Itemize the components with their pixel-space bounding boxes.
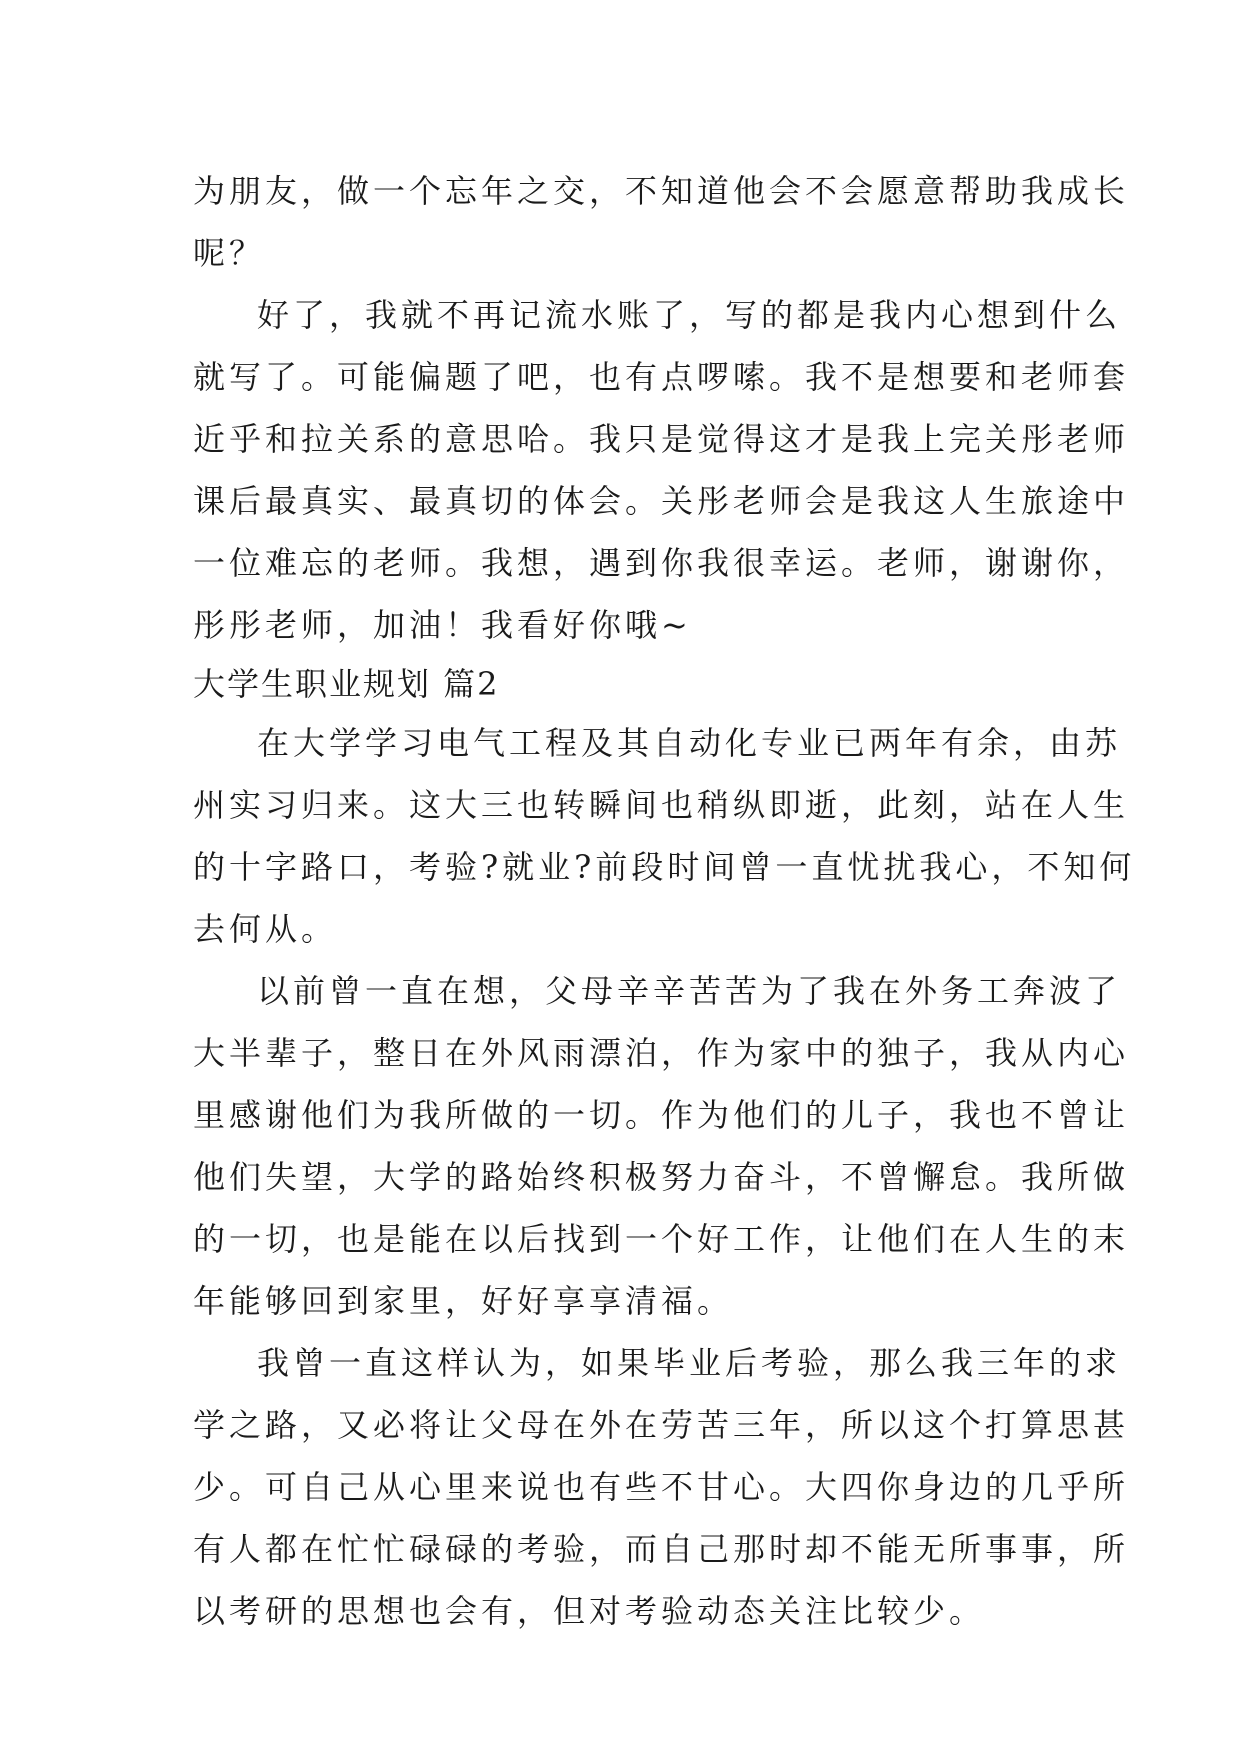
text-line: 为朋友，做一个忘年之交，不知道他会不会愿意帮助我成长 — [193, 172, 1130, 210]
text-line: 的十字路口，考验?就业?前段时间曾一直忧扰我心，不知何 — [193, 848, 1136, 886]
text-line: 就写了。可能偏题了吧，也有点啰嗦。我不是想要和老师套 — [193, 358, 1130, 396]
text-line: 彤彤老师，加油！我看好你哦~ — [193, 606, 692, 644]
paragraph — [193, 284, 1130, 656]
text-line: 近乎和拉关系的意思哈。我只是觉得这才是我上完关彤老师 — [193, 420, 1130, 458]
text-line: 有人都在忙忙碌碌的考验，而自己那时却不能无所事事，所 — [193, 1530, 1130, 1568]
text-line: 呢？ — [193, 234, 266, 272]
text-line: 去何从。 — [193, 910, 338, 948]
text-line: 年能够回到家里，好好享享清福。 — [193, 1282, 734, 1320]
text-line: 他们失望，大学的路始终积极努力奋斗，不曾懈怠。我所做 — [193, 1158, 1130, 1196]
paragraph — [193, 1332, 1130, 1642]
document-body — [193, 160, 1136, 1642]
paragraph-continuation — [193, 160, 1130, 284]
paragraph — [193, 712, 1136, 960]
text-line: 好了，我就不再记流水账了，写的都是我内心想到什么 — [257, 296, 1122, 334]
text-line: 以前曾一直在想，父母辛辛苦苦为了我在外务工奔波了 — [257, 972, 1122, 1010]
text-line: 在大学学习电气工程及其自动化专业已两年有余，由苏 — [257, 724, 1122, 762]
text-line: 以考研的思想也会有，但对考验动态关注比较少。 — [193, 1592, 986, 1630]
text-line: 大半辈子，整日在外风雨漂泊，作为家中的独子，我从内心 — [193, 1034, 1130, 1072]
section-heading — [193, 656, 1063, 712]
heading-text: 大学生职业规划 篇2 — [193, 665, 500, 703]
text-line: 课后最真实、最真切的体会。关彤老师会是我这人生旅途中 — [193, 482, 1130, 520]
text-line: 里感谢他们为我所做的一切。作为他们的儿子，我也不曾让 — [193, 1096, 1130, 1134]
text-line: 我曾一直这样认为，如果毕业后考验，那么我三年的求 — [257, 1344, 1122, 1382]
text-line: 学之路，又必将让父母在外在劳苦三年，所以这个打算思甚 — [193, 1406, 1130, 1444]
text-line: 州实习归来。这大三也转瞬间也稍纵即逝，此刻，站在人生 — [193, 786, 1130, 824]
paragraph — [193, 960, 1130, 1332]
text-line: 的一切，也是能在以后找到一个好工作，让他们在人生的末 — [193, 1220, 1130, 1258]
text-line: 一位难忘的老师。我想，遇到你我很幸运。老师，谢谢你， — [193, 544, 1130, 582]
text-line: 少。可自己从心里来说也有些不甘心。大四你身边的几乎所 — [193, 1468, 1130, 1506]
